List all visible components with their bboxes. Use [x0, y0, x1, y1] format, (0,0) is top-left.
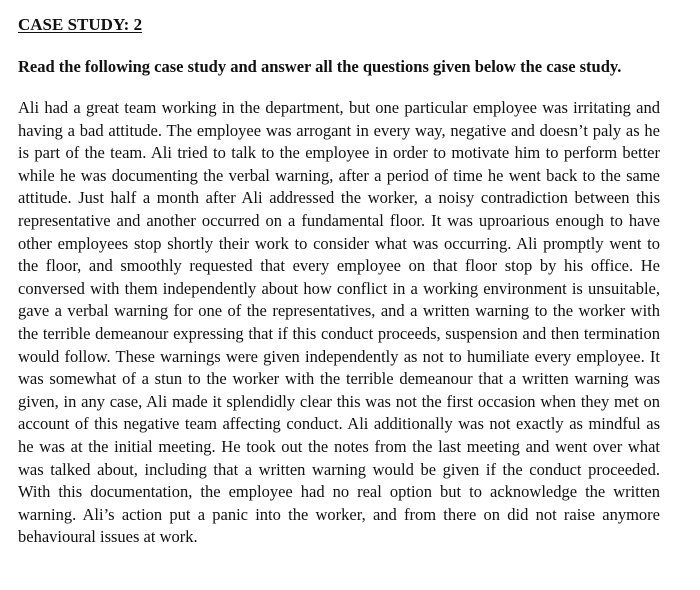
case-study-paragraph: Ali had a great team working in the department, but one particular employee was irritating and having a bad attitude. The employee was arrogant in every way, negative and doesn’t paly as he is part of the team. Ali tried to talk to the employee in order to motivate him to perform better while he was documenting the verbal warning, after a period of time he went back to the same attitude. Just half a month after Ali addressed the worker, a noisy contradiction between this representative and another occurred on a fundamental floor. It was uproarious enough to have other employees stop shortly their work to consider what was occurring. Ali promptly went to the floor, and smoothly requested that every employee on that floor stop by his office. He conversed with them independently about how conflict in a working environment is unsuitable, gave a verbal warning for one of the representatives, and a written warning to the worker with the terrible demeanour expressing that if this conduct proceeds, suspension and then termination would follow. These warnings were given independently as not to humiliate every employee. It was somewhat of a stun to the worker with the terrible demeanour that a written warning was given, in any case, Ali made it splendidly clear this was not the first occasion when they met on account of this negative team affecting conduct. Ali additionally was not exactly as mindful as he was at the initial meeting. He took out the notes from the last meeting and went over what was talked about, including that a written warning would be given if the conduct proceeded. With this documentation, the employee had no real option but to acknowledge the written warning. Ali’s action put a panic into the worker, and from there on did not raise anymore behavioural issues at work.	[18, 98, 660, 547]
case-study-page	[18, 14, 660, 549]
instruction-text: Read the following case study and answer all the questions given below the case study.	[18, 57, 622, 76]
case-study-title: CASE STUDY: 2	[18, 15, 143, 34]
